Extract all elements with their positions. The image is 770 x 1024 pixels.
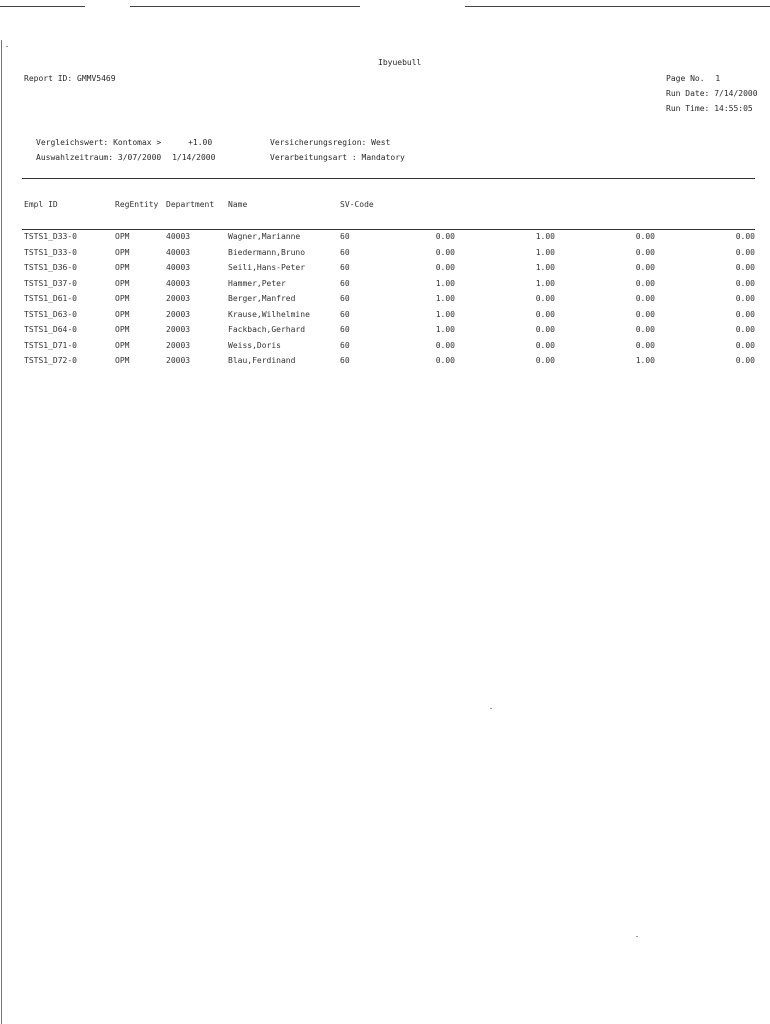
type-value: : Mandatory	[351, 153, 405, 162]
table-cell: Seili,Hans-Peter	[228, 263, 306, 272]
table-cell: 60	[340, 325, 350, 334]
column-header: SV-Code	[340, 200, 374, 209]
table-cell: 1.00	[535, 247, 555, 257]
table-cell: 0.00	[735, 356, 755, 365]
table-cell: 1.00	[535, 232, 555, 241]
table-cell: 1.00	[635, 356, 655, 365]
table-cell: TSTS1_D37-0	[24, 278, 77, 288]
table-cell: 40003	[166, 263, 191, 272]
table-cell: 60	[340, 278, 350, 288]
table-cell: OPM	[115, 247, 130, 257]
table-cell: OPM	[115, 309, 130, 319]
table-cell: 0.00	[735, 325, 755, 334]
table-cell: 0.00	[735, 263, 755, 272]
table-cell: Wagner,Marianne	[228, 232, 301, 241]
table-cell: 0.00	[535, 325, 555, 334]
table-cell: 0.00	[435, 340, 455, 350]
page-number-label: Page No.	[666, 74, 705, 83]
page-number-value: 1	[715, 74, 721, 83]
table-cell: 60	[340, 247, 350, 257]
type-criterion	[270, 153, 405, 162]
table-cell: 0.00	[435, 232, 455, 241]
table-cell: 60	[340, 263, 350, 272]
run-date	[666, 89, 758, 98]
table-cell: TSTS1_D63-0	[24, 309, 77, 319]
table-cell: 0.00	[735, 340, 755, 350]
scan-speck	[490, 708, 492, 709]
run-time	[666, 104, 753, 113]
column-header: Department	[166, 200, 215, 209]
table-cell: 1.00	[535, 263, 555, 272]
header-underline	[22, 229, 755, 230]
table-cell: 1.00	[435, 294, 455, 303]
table-cell: TSTS1_D71-0	[24, 340, 77, 350]
table-cell: 0.00	[635, 294, 655, 303]
table-cell: 20003	[166, 294, 191, 303]
table-cell: Blau,Ferdinand	[228, 356, 296, 365]
table-cell: 60	[340, 294, 350, 303]
table-cell: Krause,Wilhelmine	[228, 309, 310, 319]
run-date-value: 7/14/2000	[714, 89, 758, 98]
table-cell: TSTS1_D61-0	[24, 294, 77, 303]
table-cell: 0.00	[635, 309, 655, 319]
table-cell: 0.00	[435, 356, 455, 365]
table-cell: 0.00	[735, 232, 755, 241]
table-cell: 0.00	[435, 247, 455, 257]
table-cell: TSTS1_D64-0	[24, 325, 77, 334]
report-title: Ibyuebull	[378, 58, 422, 67]
table-cell: OPM	[115, 232, 130, 241]
type-label: Verarbeitungsart	[270, 153, 348, 162]
table-cell: TSTS1_D33-0	[24, 232, 77, 241]
period-label: Auswahlzeitraum:	[36, 153, 114, 162]
report-id	[24, 74, 116, 83]
table-cell: 20003	[166, 309, 191, 319]
table-cell: 1.00	[435, 325, 455, 334]
column-header: Name	[228, 200, 248, 209]
scan-speck	[636, 936, 638, 937]
table-cell: 20003	[166, 340, 191, 350]
table-cell: OPM	[115, 340, 130, 350]
table-cell: OPM	[115, 278, 130, 288]
scan-edge-top	[130, 6, 360, 7]
section-divider	[22, 178, 755, 179]
table-cell: 60	[340, 232, 350, 241]
table-cell: 0.00	[635, 278, 655, 288]
table-cell: OPM	[115, 294, 130, 303]
comparison-value: +1.00	[188, 138, 213, 147]
table-cell: Biedermann,Bruno	[228, 247, 306, 257]
scan-edge-top	[465, 6, 770, 7]
run-date-label: Run Date:	[666, 89, 710, 98]
report-id-label: Report ID:	[24, 74, 73, 83]
period-to: 1/14/2000	[172, 153, 216, 162]
table-cell: Fackbach,Gerhard	[228, 325, 306, 334]
scan-speck	[6, 46, 8, 47]
table-cell: 60	[340, 309, 350, 319]
table-cell: 0.00	[635, 325, 655, 334]
table-cell: 20003	[166, 356, 191, 365]
table-cell: 0.00	[535, 309, 555, 319]
table-cell: TSTS1_D36-0	[24, 263, 77, 272]
table-cell: 0.00	[735, 294, 755, 303]
scan-edge-left	[1, 40, 2, 1024]
table-cell: 0.00	[535, 294, 555, 303]
page-number	[666, 74, 720, 83]
column-header: RegEntity	[115, 200, 159, 209]
table-cell: OPM	[115, 263, 130, 272]
table-cell: 0.00	[735, 278, 755, 288]
table-cell: 20003	[166, 325, 191, 334]
table-cell: 1.00	[535, 278, 555, 288]
table-cell: 40003	[166, 278, 191, 288]
table-cell: TSTS1_D33-0	[24, 247, 77, 257]
table-cell: Hammer,Peter	[228, 278, 286, 288]
table-cell: OPM	[115, 325, 130, 334]
column-header: Empl ID	[24, 200, 58, 209]
region-criterion	[270, 138, 390, 147]
table-cell: OPM	[115, 356, 130, 365]
comparison-field: Kontomax >	[113, 138, 162, 147]
table-cell: 0.00	[735, 309, 755, 319]
table-cell: 0.00	[435, 263, 455, 272]
region-value: West	[371, 138, 391, 147]
table-cell: 1.00	[435, 309, 455, 319]
table-cell: 0.00	[635, 232, 655, 241]
run-time-value: 14:55:05	[714, 104, 753, 113]
table-cell: TSTS1_D72-0	[24, 356, 77, 365]
scan-edge-top	[0, 6, 85, 7]
run-time-label: Run Time:	[666, 104, 710, 113]
comparison-label: Vergleichswert:	[36, 138, 109, 147]
table-cell: 0.00	[635, 247, 655, 257]
table-cell: 0.00	[635, 340, 655, 350]
table-cell: 40003	[166, 232, 191, 241]
table-cell: 0.00	[535, 356, 555, 365]
period-criterion	[36, 153, 215, 162]
region-label: Versicherungsregion:	[270, 138, 367, 147]
table-cell: 60	[340, 356, 350, 365]
comparison-criterion	[36, 138, 212, 147]
table-cell: 0.00	[635, 263, 655, 272]
table-cell: 0.00	[735, 247, 755, 257]
table-cell: Berger,Manfred	[228, 294, 296, 303]
table-cell: 40003	[166, 247, 191, 257]
table-cell: 0.00	[535, 340, 555, 350]
table-cell: 1.00	[435, 278, 455, 288]
table-cell: 60	[340, 340, 350, 350]
period-from: 3/07/2000	[117, 153, 162, 162]
table-cell: Weiss,Doris	[228, 340, 281, 350]
report-id-value: GMMV5469	[77, 74, 116, 83]
